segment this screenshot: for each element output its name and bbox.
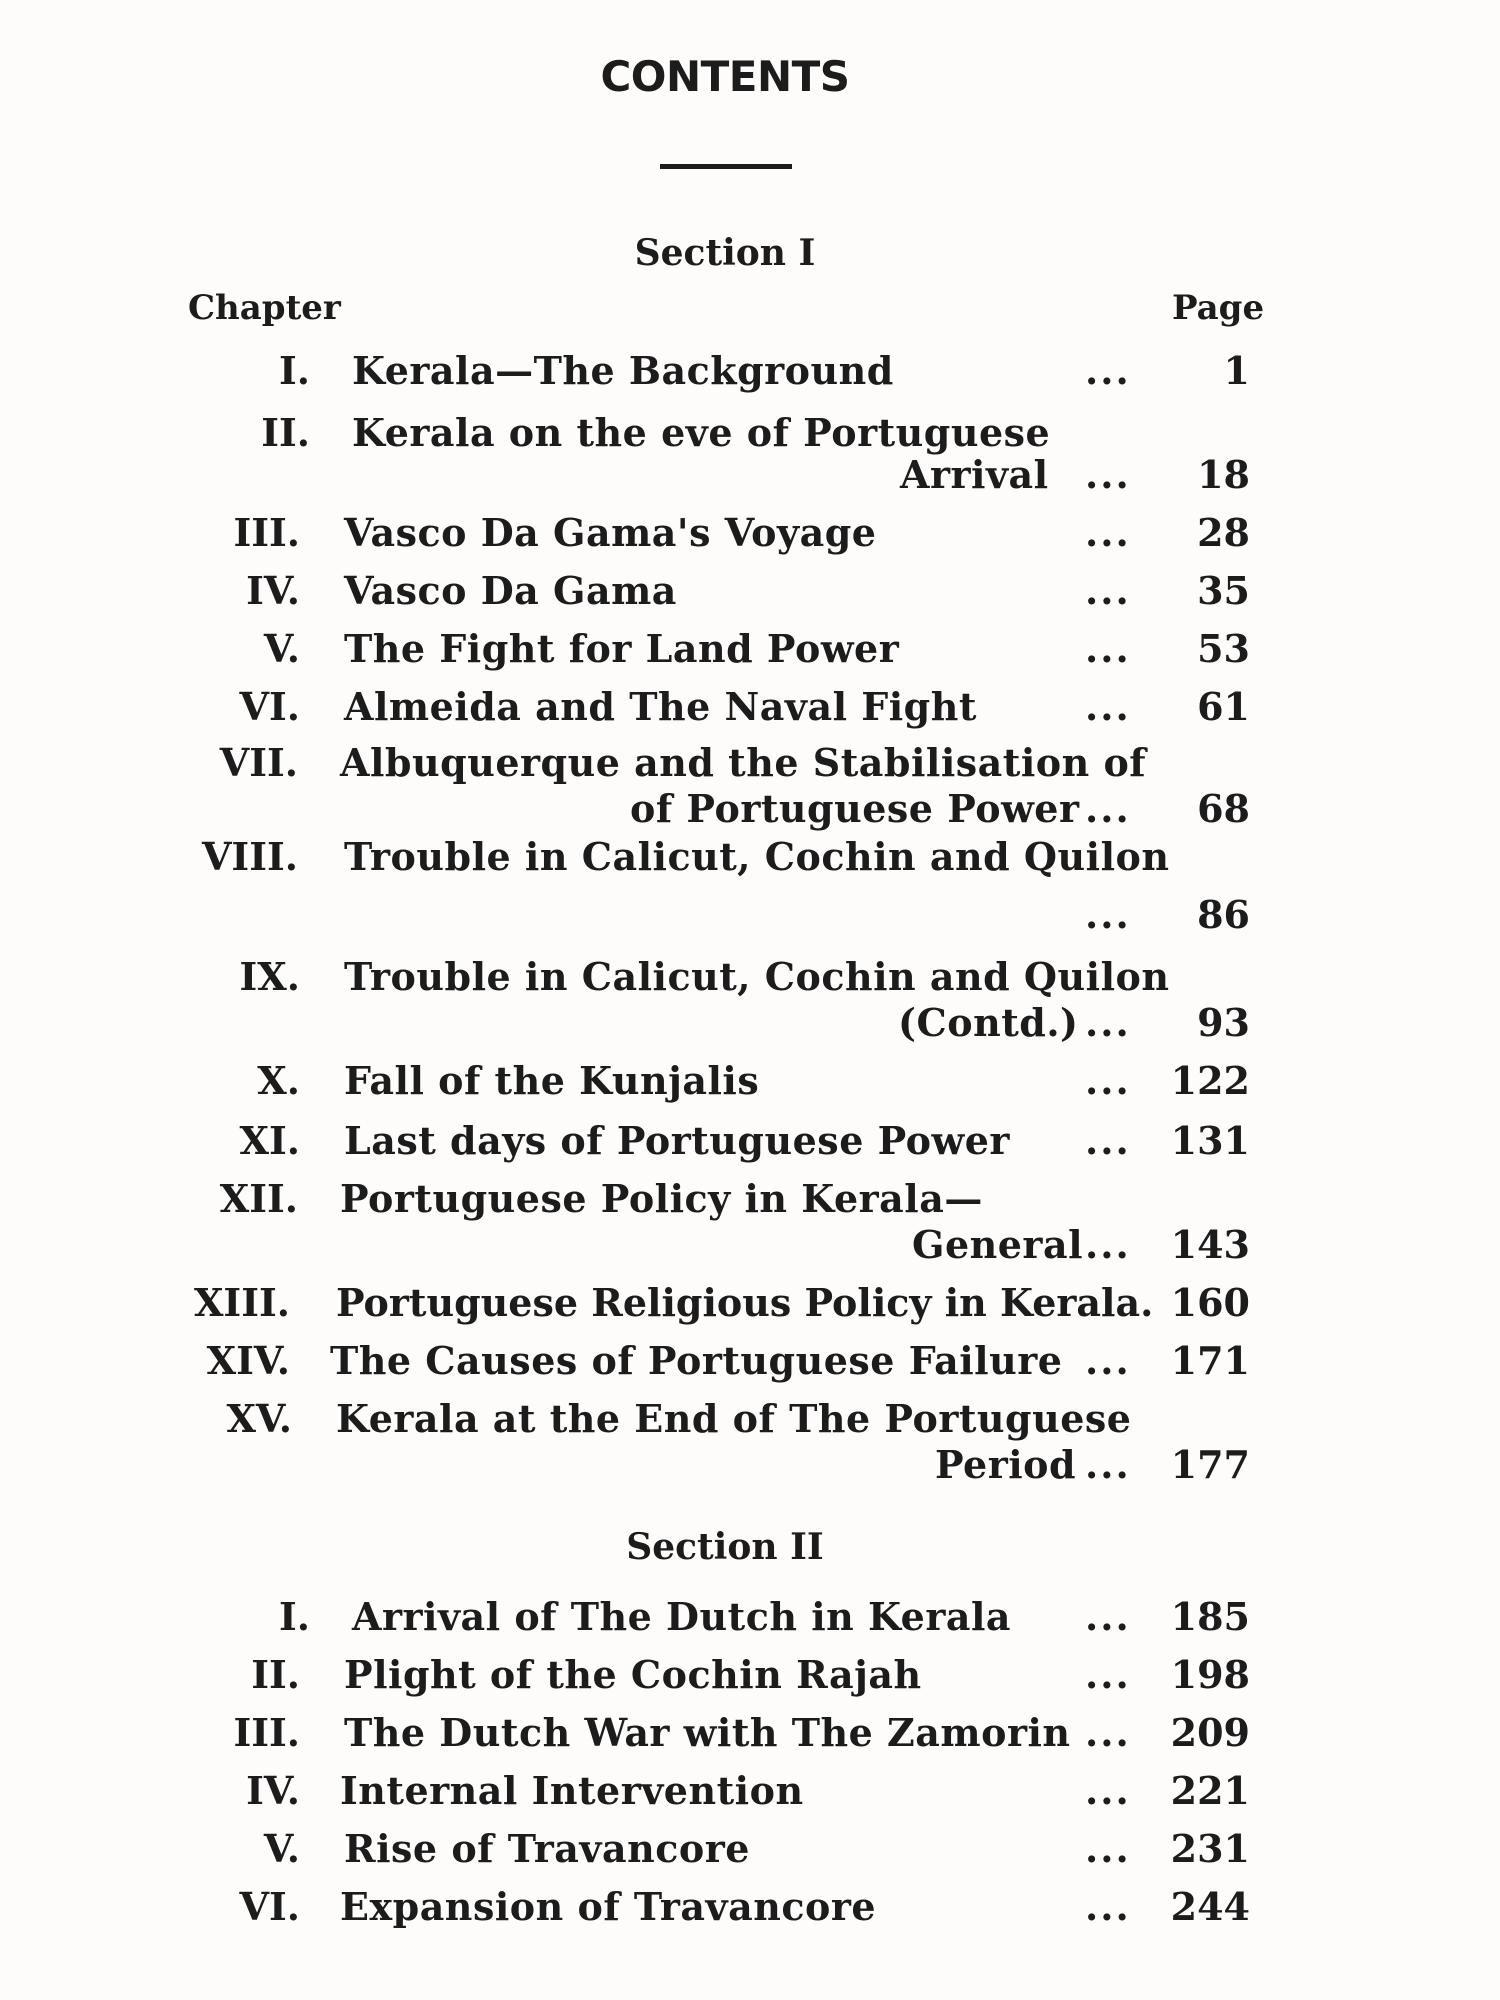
chapter-number: VI. bbox=[239, 684, 300, 729]
page-number: 122 bbox=[1170, 1058, 1250, 1103]
chapter-number: II. bbox=[261, 410, 310, 455]
page-number: 35 bbox=[1197, 568, 1250, 613]
leader-dots: ... bbox=[1085, 452, 1131, 497]
page-number: 221 bbox=[1170, 1768, 1250, 1813]
chapter-title: Kerala—The Background bbox=[352, 348, 894, 393]
chapter-title: Vasco Da Gama's Voyage bbox=[344, 510, 877, 555]
chapter-number: XIII. bbox=[193, 1280, 290, 1325]
page-number: 28 bbox=[1197, 510, 1250, 555]
leader-dots: ... bbox=[1085, 1000, 1131, 1045]
page-number: 53 bbox=[1197, 626, 1250, 671]
leader-dots: ... bbox=[1085, 786, 1131, 831]
chapter-title: Plight of the Cochin Rajah bbox=[344, 1652, 922, 1697]
chapter-title: Arrival of The Dutch in Kerala bbox=[352, 1594, 1012, 1639]
leader-dots: ... bbox=[1085, 892, 1131, 937]
chapter-number: I. bbox=[278, 1594, 310, 1639]
chapter-title: The Dutch War with The Zamorin bbox=[344, 1710, 1071, 1755]
page-column-label: Page bbox=[1172, 288, 1265, 328]
leader-dots: ... bbox=[1085, 1442, 1131, 1487]
page-number: 209 bbox=[1170, 1710, 1250, 1755]
chapter-title: Fall of the Kunjalis bbox=[344, 1058, 760, 1103]
chapter-number: XII. bbox=[219, 1176, 298, 1221]
chapter-title: Almeida and The Naval Fight bbox=[344, 684, 977, 729]
chapter-number: V. bbox=[263, 1826, 300, 1871]
chapter-title: Last days of Portuguese Power bbox=[344, 1118, 1010, 1163]
leader-dots: ... bbox=[1085, 510, 1131, 555]
page-number: 93 bbox=[1197, 1000, 1250, 1045]
page-number: 1 bbox=[1223, 348, 1250, 393]
leader-dots: ... bbox=[1085, 1338, 1131, 1383]
chapter-number: V. bbox=[263, 626, 300, 671]
page-number: 171 bbox=[1170, 1338, 1250, 1383]
page-number: 143 bbox=[1170, 1222, 1250, 1267]
leader-dots: ... bbox=[1085, 684, 1131, 729]
page-number: 244 bbox=[1170, 1884, 1250, 1929]
page-number: 185 bbox=[1170, 1594, 1250, 1639]
leader-dots: ... bbox=[1085, 1768, 1131, 1813]
chapter-title: Kerala on the eve of Portuguese bbox=[352, 410, 1051, 455]
leader-dots: ... bbox=[1085, 1118, 1131, 1163]
section-1-title: Section I bbox=[634, 232, 816, 274]
page-number: 18 bbox=[1197, 452, 1250, 497]
chapter-title-continued: Arrival bbox=[900, 452, 1049, 497]
chapter-title: Portuguese Policy in Kerala— bbox=[340, 1176, 983, 1221]
chapter-number: VII. bbox=[219, 740, 298, 785]
chapter-title: The Causes of Portuguese Failure bbox=[330, 1338, 1063, 1383]
chapter-number: I. bbox=[278, 348, 310, 393]
chapter-number: XI. bbox=[239, 1118, 300, 1163]
leader-dots: ... bbox=[1085, 1826, 1131, 1871]
page-number: 86 bbox=[1197, 892, 1250, 937]
chapter-title: The Fight for Land Power bbox=[344, 626, 900, 671]
chapter-title: Internal Intervention bbox=[340, 1768, 804, 1813]
chapter-title: Albuquerque and the Stabilisation of bbox=[340, 740, 1147, 785]
leader-dots: ... bbox=[1085, 1222, 1131, 1267]
chapter-number: XIV. bbox=[206, 1338, 290, 1383]
chapter-title-continued: of Portuguese Power bbox=[630, 786, 1080, 831]
chapter-title: Rise of Travancore bbox=[344, 1826, 750, 1871]
page-number: 68 bbox=[1197, 786, 1250, 831]
chapter-number: III. bbox=[233, 510, 300, 555]
page-number: 231 bbox=[1170, 1826, 1250, 1871]
chapter-number: XV. bbox=[226, 1396, 292, 1441]
leader-dots: ... bbox=[1085, 1710, 1131, 1755]
chapter-number: II. bbox=[251, 1652, 300, 1697]
chapter-title: Portuguese Religious Policy in Kerala. bbox=[336, 1280, 1154, 1325]
page-number: 198 bbox=[1170, 1652, 1250, 1697]
leader-dots: ... bbox=[1085, 1652, 1131, 1697]
section-2-title: Section II bbox=[626, 1526, 824, 1568]
page-number: 61 bbox=[1197, 684, 1250, 729]
chapter-title-continued: (Contd.) bbox=[898, 1000, 1079, 1045]
chapter-title: Expansion of Travancore bbox=[340, 1884, 877, 1929]
chapter-title-continued: General bbox=[912, 1222, 1084, 1267]
chapter-column-label: Chapter bbox=[188, 288, 341, 328]
chapter-number: VIII. bbox=[201, 834, 298, 879]
leader-dots: ... bbox=[1085, 348, 1131, 393]
heading-rule bbox=[660, 164, 792, 169]
leader-dots: ... bbox=[1085, 1594, 1131, 1639]
leader-dots: ... bbox=[1085, 1058, 1131, 1103]
chapter-number: IX. bbox=[239, 954, 300, 999]
chapter-number: III. bbox=[233, 1710, 300, 1755]
leader-dots: ... bbox=[1085, 1884, 1131, 1929]
page-number: 160 bbox=[1170, 1280, 1250, 1325]
chapter-title: Kerala at the End of The Portuguese bbox=[336, 1396, 1132, 1441]
chapter-number: IV. bbox=[246, 1768, 300, 1813]
chapter-title-continued: Period bbox=[935, 1442, 1077, 1487]
chapter-number: IV. bbox=[246, 568, 300, 613]
chapter-title: Trouble in Calicut, Cochin and Quilon bbox=[344, 954, 1170, 999]
contents-heading: CONTENTS bbox=[600, 52, 850, 101]
chapter-number: VI. bbox=[239, 1884, 300, 1929]
page-number: 177 bbox=[1170, 1442, 1250, 1487]
leader-dots: ... bbox=[1085, 568, 1131, 613]
chapter-title: Trouble in Calicut, Cochin and Quilon bbox=[344, 834, 1170, 879]
page-number: 131 bbox=[1170, 1118, 1250, 1163]
leader-dots: ... bbox=[1085, 626, 1131, 671]
chapter-number: X. bbox=[257, 1058, 300, 1103]
chapter-title: Vasco Da Gama bbox=[344, 568, 677, 613]
